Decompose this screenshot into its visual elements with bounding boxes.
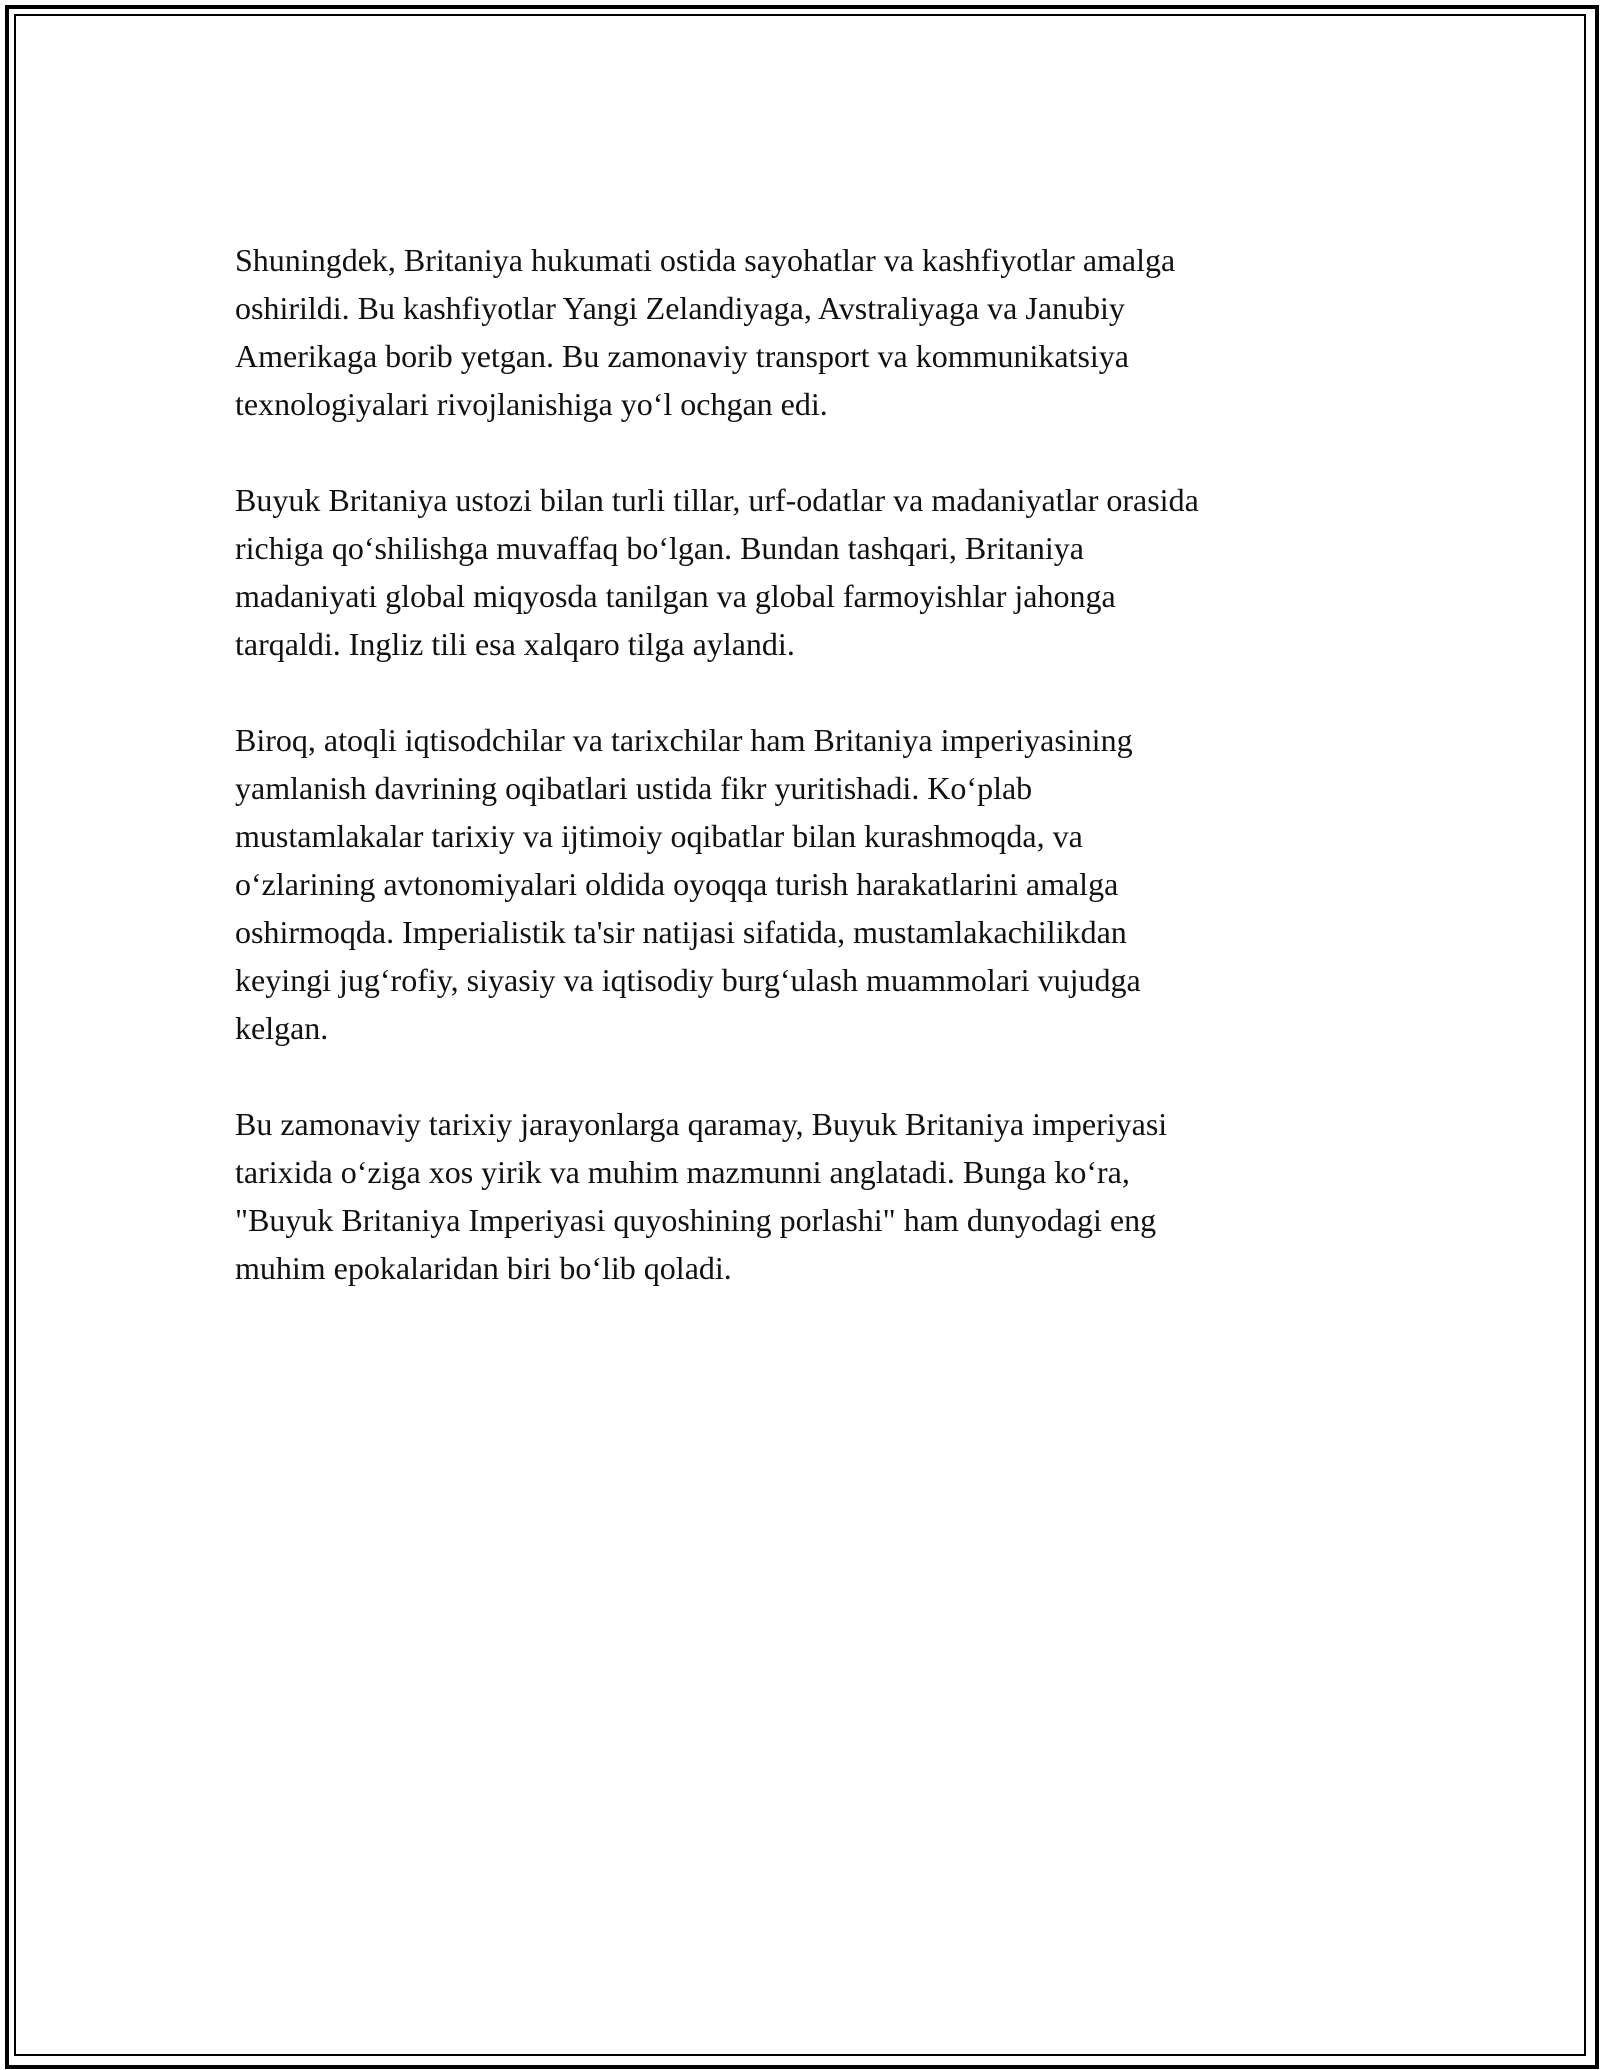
paragraph-4 bbox=[235, 1100, 1395, 1292]
paragraph-3 bbox=[235, 716, 1395, 1052]
text-line: keyingi jug‘rofiy, siyasiy va iqtisodiy burg‘ulash muammolari vujudga bbox=[235, 962, 1141, 998]
text-line: oshirmoqda. Imperialistik ta'sir natijasi sifatida, mustamlakachilikdan bbox=[235, 914, 1127, 950]
text-line: Biroq, atoqli iqtisodchilar va tarixchilar ham Britaniya imperiyasining bbox=[235, 722, 1133, 758]
document-body bbox=[235, 236, 1395, 1340]
paragraph-2 bbox=[235, 476, 1395, 668]
text-line: tarqaldi. Ingliz tili esa xalqaro tilga aylandi. bbox=[235, 626, 795, 662]
paragraph-1 bbox=[235, 236, 1395, 428]
text-line: muhim epokalaridan biri bo‘lib qoladi. bbox=[235, 1250, 732, 1286]
text-line: Shuningdek, Britaniya hukumati ostida sayohatlar va kashfiyotlar amalga bbox=[235, 242, 1176, 278]
text-line: mustamlakalar tarixiy va ijtimoiy oqibatlar bilan kurashmoqda, va bbox=[235, 818, 1083, 854]
text-line: o‘zlarining avtonomiyalari oldida oyoqqa turish harakatlarini amalga bbox=[235, 866, 1119, 902]
text-line: "Buyuk Britaniya Imperiyasi quyoshining porlashi" ham dunyodagi eng bbox=[235, 1202, 1157, 1238]
text-line: richiga qo‘shilishga muvaffaq bo‘lgan. Bundan tashqari, Britaniya bbox=[235, 530, 1084, 566]
text-line: texnologiyalari rivojlanishiga yo‘l ochgan edi. bbox=[235, 386, 828, 422]
text-line: tarixida o‘ziga xos yirik va muhim mazmunni anglatadi. Bunga ko‘ra, bbox=[235, 1154, 1130, 1190]
text-line: Amerikaga borib yetgan. Bu zamonaviy transport va kommunikatsiya bbox=[235, 338, 1129, 374]
text-line: Bu zamonaviy tarixiy jarayonlarga qaramay, Buyuk Britaniya imperiyasi bbox=[235, 1106, 1168, 1142]
text-line: yamlanish davrining oqibatlari ustida fikr yuritishadi. Ko‘plab bbox=[235, 770, 1033, 806]
text-line: madaniyati global miqyosda tanilgan va global farmoyishlar jahonga bbox=[235, 578, 1116, 614]
text-line: oshirildi. Bu kashfiyotlar Yangi Zelandiyaga, Avstraliyaga va Janubiy bbox=[235, 290, 1125, 326]
text-line: Buyuk Britaniya ustozi bilan turli tillar, urf-odatlar va madaniyatlar orasida bbox=[235, 482, 1199, 518]
text-line: kelgan. bbox=[235, 1010, 329, 1046]
